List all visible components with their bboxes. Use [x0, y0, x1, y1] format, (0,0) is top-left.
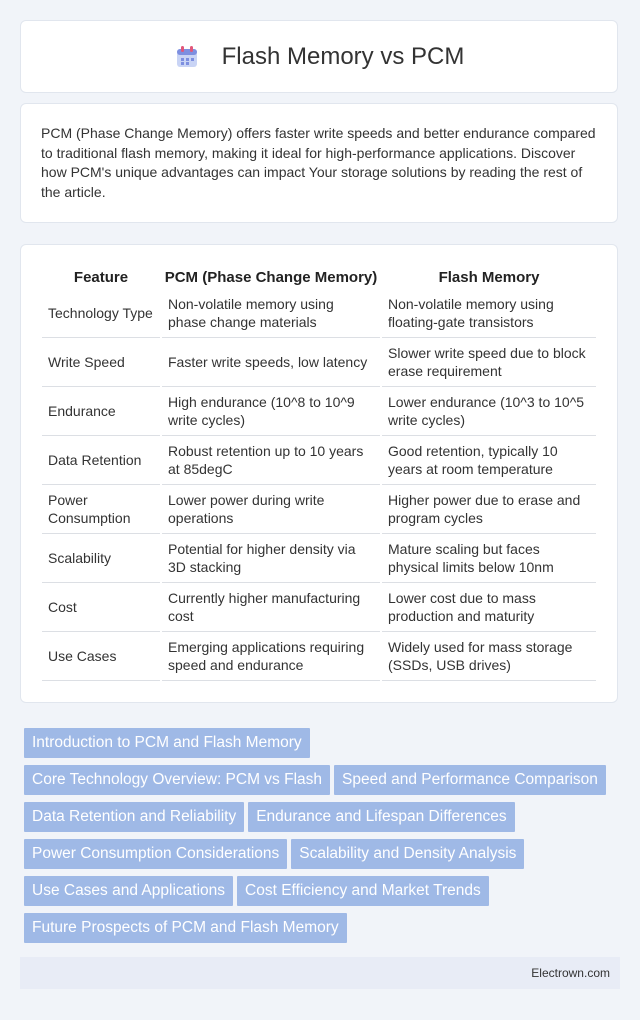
table-header-row: [42, 265, 596, 289]
cell-pcm: High endurance (10^8 to 10^9 write cycles): [162, 387, 380, 436]
cell-feature: Cost: [42, 583, 160, 632]
cell-flash: Lower endurance (10^3 to 10^5 write cycles): [382, 387, 596, 436]
cell-feature: Power Consumption: [42, 485, 160, 534]
tag-scalability[interactable]: Scalability and Density Analysis: [291, 839, 524, 869]
table-row: [42, 436, 596, 485]
intro-text: PCM (Phase Change Memory) offers faster write speeds and better endurance compared to traditional flash memory, making it ideal for high-performance applications. Discover how PCM's unique advantages can impact Your storage solutions by reading the rest of the article.: [41, 125, 596, 200]
page-title: Flash Memory vs PCM: [221, 42, 465, 70]
header-card: [20, 20, 618, 93]
cell-pcm: Currently higher manufacturing cost: [162, 583, 380, 632]
cell-feature: Technology Type: [42, 289, 160, 338]
cell-feature: Use Cases: [42, 632, 160, 681]
table-row: [42, 485, 596, 534]
cell-pcm: Robust retention up to 10 years at 85degC: [162, 436, 380, 485]
tag-speed-performance[interactable]: Speed and Performance Comparison: [334, 765, 606, 795]
table-row: [42, 338, 596, 387]
cell-feature: Endurance: [42, 387, 160, 436]
header-flash: Flash Memory: [438, 268, 540, 286]
cell-flash: Mature scaling but faces physical limits below 10nm: [382, 534, 596, 583]
cell-pcm: Potential for higher density via 3D stacking: [162, 534, 380, 583]
cell-flash: Widely used for mass storage (SSDs, USB drives): [382, 632, 596, 681]
calendar-icon: [174, 44, 200, 70]
tag-endurance[interactable]: Endurance and Lifespan Differences: [248, 802, 514, 832]
intro-card: [20, 103, 618, 223]
footer: [20, 957, 620, 989]
cell-feature: Write Speed: [42, 338, 160, 387]
table-row: [42, 289, 596, 338]
tag-future-prospects[interactable]: Future Prospects of PCM and Flash Memory: [24, 913, 347, 943]
topic-tags: [24, 728, 624, 950]
comparison-table: [40, 265, 598, 681]
table-row: [42, 387, 596, 436]
tag-cost-efficiency[interactable]: Cost Efficiency and Market Trends: [237, 876, 489, 906]
table-row: [42, 632, 596, 681]
cell-feature: Data Retention: [42, 436, 160, 485]
tag-data-retention[interactable]: Data Retention and Reliability: [24, 802, 244, 832]
tag-introduction[interactable]: Introduction to PCM and Flash Memory: [24, 728, 310, 758]
cell-pcm: Non-volatile memory using phase change materials: [162, 289, 380, 338]
tag-power-consumption[interactable]: Power Consumption Considerations: [24, 839, 287, 869]
cell-pcm: Lower power during write operations: [162, 485, 380, 534]
footer-site-link[interactable]: Electrown.com: [531, 966, 610, 980]
cell-feature: Scalability: [42, 534, 160, 583]
table-row: [42, 583, 596, 632]
comparison-table-card: [20, 244, 618, 703]
cell-pcm: Faster write speeds, low latency: [162, 338, 380, 387]
cell-flash: Good retention, typically 10 years at room temperature: [382, 436, 596, 485]
cell-flash: Non-volatile memory using floating-gate transistors: [382, 289, 596, 338]
cell-pcm: Emerging applications requiring speed and endurance: [162, 632, 380, 681]
tag-core-technology[interactable]: Core Technology Overview: PCM vs Flash: [24, 765, 330, 795]
table-row: [42, 534, 596, 583]
cell-flash: Lower cost due to mass production and maturity: [382, 583, 596, 632]
cell-flash: Slower write speed due to block erase requirement: [382, 338, 596, 387]
header-pcm: PCM (Phase Change Memory): [164, 268, 378, 286]
header-feature: Feature: [73, 268, 129, 286]
cell-flash: Higher power due to erase and program cycles: [382, 485, 596, 534]
tag-use-cases[interactable]: Use Cases and Applications: [24, 876, 233, 906]
